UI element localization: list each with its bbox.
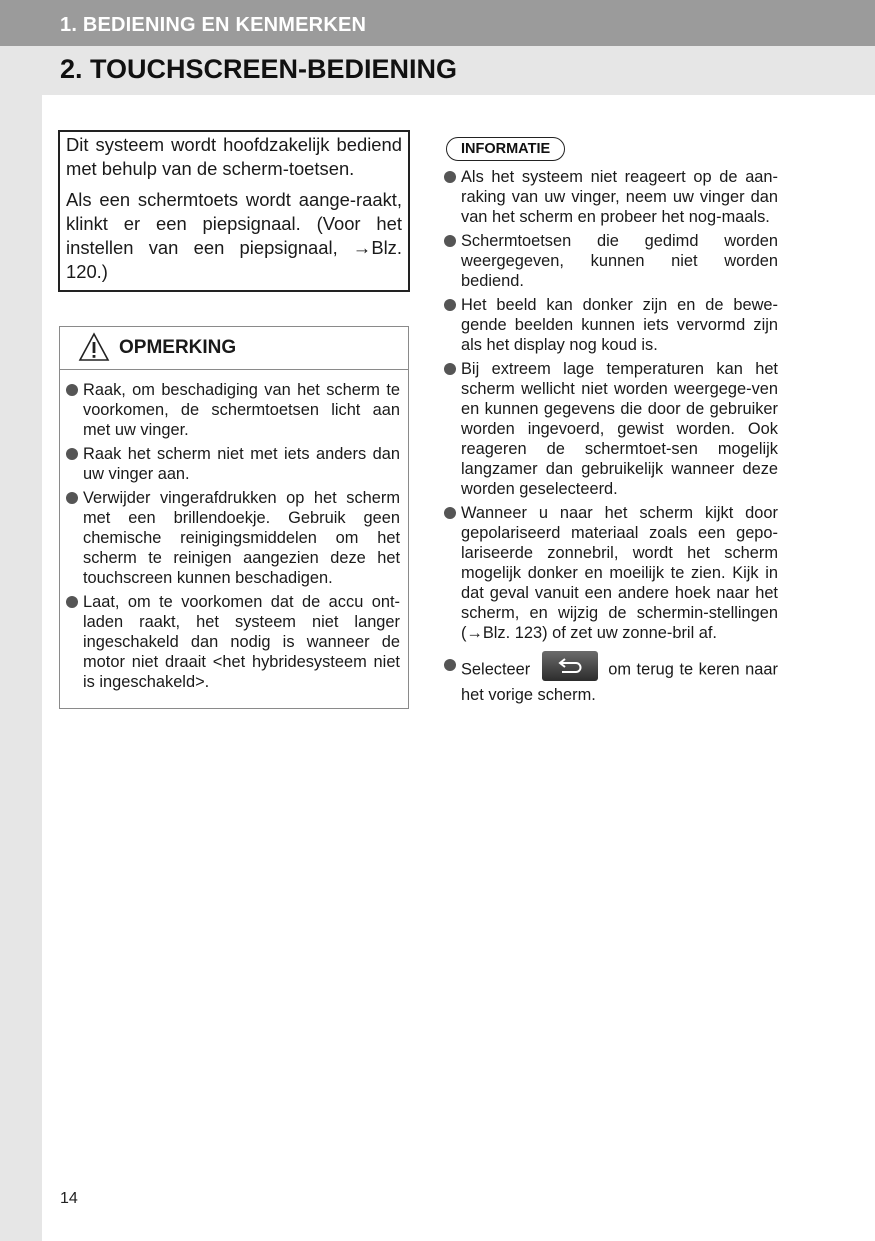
bullet-icon bbox=[444, 235, 456, 247]
caution-item bbox=[66, 488, 400, 588]
info-item-select-back bbox=[444, 655, 778, 705]
bullet-icon bbox=[444, 363, 456, 375]
info-item-text: Bij extreem lage temperaturen kan het scherm wellicht niet worden weergege-ven en kunnen gegevens die door de gebruiker worden ingevoerd, gewist worden. Ook reageren de schermtoet-sen mogelijk langzamer dan gebruikelijk wanneer deze worden geselecteerd. bbox=[461, 360, 778, 498]
info-item bbox=[444, 295, 778, 355]
page-title: 2. TOUCHSCREEN-BEDIENING bbox=[60, 54, 458, 84]
caution-box bbox=[59, 326, 409, 709]
bullet-icon bbox=[444, 659, 456, 671]
caution-header bbox=[60, 327, 408, 370]
intro-paragraph-2: Als een schermtoets wordt aange-raakt, klinkt er een piepsignaal. (Voor het instellen van een piepsignaal, →Blz. 120.) bbox=[66, 189, 402, 282]
intro-box bbox=[58, 130, 410, 292]
warning-triangle-icon bbox=[78, 332, 110, 362]
info-item bbox=[444, 167, 778, 227]
info-item bbox=[444, 359, 778, 499]
caution-list bbox=[60, 370, 408, 692]
caution-item bbox=[66, 380, 400, 440]
info-item bbox=[444, 503, 778, 643]
back-arrow-icon bbox=[556, 657, 584, 675]
info-list bbox=[444, 167, 778, 709]
bullet-icon bbox=[66, 384, 78, 396]
info-item-text: Het beeld kan donker zijn en de bewe-gende beelden kunnen iets vervormd zijn als het display nog koud is. bbox=[461, 296, 778, 354]
info-item-text: Als het systeem niet reageert op de aan-raking van uw vinger, neem uw vinger dan van het scherm en probeer het nog-maals. bbox=[461, 168, 778, 226]
bullet-icon bbox=[444, 299, 456, 311]
select-prefix: Selecteer bbox=[461, 660, 531, 679]
caution-item-text: Raak, om beschadiging van het scherm te voorkomen, de schermtoetsen licht aan met uw vinger. bbox=[83, 381, 400, 439]
info-item bbox=[444, 231, 778, 291]
caution-item bbox=[66, 592, 400, 692]
caution-item bbox=[66, 444, 400, 484]
bullet-icon bbox=[444, 507, 456, 519]
select-suffix: om terug te keren naar het vorige scherm. bbox=[461, 660, 778, 704]
intro-paragraph-1: Dit systeem wordt hoofdzakelijk bediend met behulp van de scherm-toetsen. bbox=[66, 134, 402, 179]
bullet-icon bbox=[444, 171, 456, 183]
section-header bbox=[0, 0, 875, 46]
caution-item-text: Laat, om te voorkomen dat de accu ont-laden raakt, het systeem niet langer ingeschakeld dan nodig is wanneer de motor niet draait <het hybridesysteem niet is ingeschakeld>. bbox=[83, 593, 400, 691]
bullet-icon bbox=[66, 596, 78, 608]
left-margin-strip bbox=[0, 0, 42, 1241]
section-title: 1. BEDIENING EN KENMERKEN bbox=[60, 14, 367, 36]
back-button-image bbox=[542, 651, 598, 681]
info-item-text: Schermtoetsen die gedimd worden weergegeven, kunnen niet worden bediend. bbox=[461, 232, 778, 290]
bullet-icon bbox=[66, 448, 78, 460]
info-badge: INFORMATIE bbox=[446, 137, 565, 161]
info-item-text: Wanneer u naar het scherm kijkt door gepolariseerd materiaal zoals een gepo-lariseerde zonnebril, wordt het scherm mogelijk donker en moeilijk te zien. Kijk in dat geval vanuit een andere hoek naar het scherm, en wijzig de schermin-stellingen (→Blz. 123) of zet uw zonne-bril af. bbox=[461, 504, 778, 642]
page-title-bar bbox=[0, 46, 875, 95]
caution-item-text: Raak het scherm niet met iets anders dan uw vinger aan. bbox=[83, 445, 400, 483]
caution-item-text: Verwijder vingerafdrukken op het scherm met een brillendoekje. Gebruik geen chemische reinigingsmiddelen om het scherm te reinigen aangezien deze het touchscreen kunnen beschadigen. bbox=[83, 489, 400, 587]
bullet-icon bbox=[66, 492, 78, 504]
page-number: 14 bbox=[60, 1190, 78, 1207]
caution-title: OPMERKING bbox=[119, 337, 237, 358]
